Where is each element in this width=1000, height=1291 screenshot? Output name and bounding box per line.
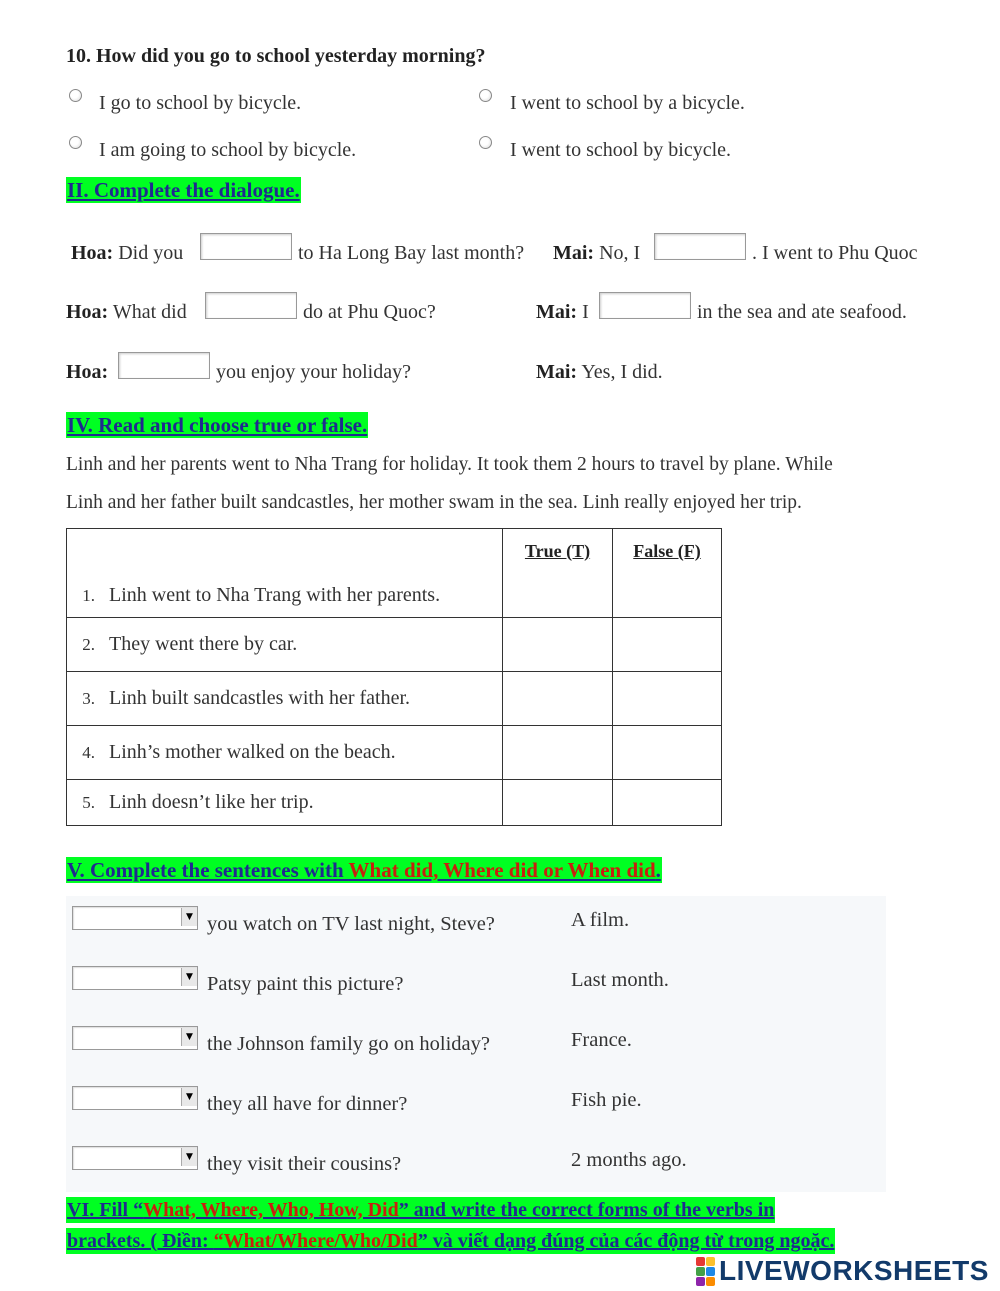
chevron-down-icon[interactable]: ▼ <box>181 968 197 986</box>
statement-cell: 5. Linh doesn’t like her trip. <box>67 780 503 826</box>
liveworksheets-logo <box>696 1254 989 1288</box>
answer-dropdown-1[interactable] <box>72 906 198 930</box>
option-1-label: I go to school by bicycle. <box>99 92 302 114</box>
passage-line-2: Linh and her father built sandcastles, her mother swam in the sea. Linh really enjoyed her trip. <box>66 492 802 513</box>
dialogue-blank-5[interactable] <box>118 352 210 379</box>
true-cell-5[interactable] <box>503 780 613 826</box>
section-6-heading-line-1: VI. Fill “What, Where, Who, How, Did” and write the correct forms of the verbs in <box>67 1199 775 1221</box>
answer-2: Last month. <box>571 969 669 991</box>
option-4-label: I went to school by bicycle. <box>510 139 732 161</box>
true-false-table <box>66 528 722 826</box>
chevron-down-icon[interactable]: ▼ <box>181 908 197 926</box>
answer-dropdown-3[interactable] <box>72 1026 198 1050</box>
answer-dropdown-4[interactable] <box>72 1086 198 1110</box>
false-cell-3[interactable] <box>613 672 722 726</box>
sentence-5: they visit their cousins? <box>207 1153 402 1175</box>
answer-dropdown-5[interactable] <box>72 1146 198 1170</box>
false-cell-1[interactable] <box>613 529 722 618</box>
answer-5: 2 months ago. <box>571 1149 687 1171</box>
true-cell-2[interactable] <box>503 618 613 672</box>
passage-line-1: Linh and her parents went to Nha Trang for holiday. It took them 2 hours to travel by plane. While <box>66 454 833 475</box>
section-2-heading: II. Complete the dialogue. <box>67 178 300 202</box>
dialogue-text: in the sea and ate seafood. <box>697 301 907 323</box>
sentence-4: they all have for dinner? <box>207 1093 408 1115</box>
speaker-hoa: Hoa: <box>71 242 114 264</box>
speaker-mai: Mai: <box>553 242 595 264</box>
false-cell-4[interactable] <box>613 726 722 780</box>
answer-3: France. <box>571 1029 632 1051</box>
dialogue-text: . I went to Phu Quoc <box>752 242 918 264</box>
speaker-mai: Mai: <box>536 301 578 323</box>
dialogue-text: do at Phu Quoc? <box>303 301 436 323</box>
sentence-2: Patsy paint this picture? <box>207 973 404 995</box>
false-cell-5[interactable] <box>613 780 722 826</box>
section-4-heading: IV. Read and choose true or false. <box>67 413 368 437</box>
answer-1: A film. <box>571 909 630 931</box>
sentence-1: you watch on TV last night, Steve? <box>207 913 495 935</box>
logo-blocks-icon <box>696 1257 715 1286</box>
statement-cell: 2. They went there by car. <box>67 618 503 672</box>
radio-option-3[interactable] <box>69 136 82 149</box>
question-10-title: 10. How did you go to school yesterday morning? <box>66 45 486 67</box>
dialogue-line-2: Hoa: What did do at Phu Quoc? Mai: I in the sea and ate seafood. <box>66 301 907 323</box>
speaker-mai: Mai: <box>536 361 578 383</box>
answer-dropdown-2[interactable] <box>72 966 198 990</box>
statement-cell: 1. Linh went to Nha Trang with her parents. <box>67 529 503 618</box>
false-cell-2[interactable] <box>613 618 722 672</box>
false-column-header: False (F) <box>633 541 701 561</box>
speaker-hoa: Hoa: <box>66 361 109 383</box>
chevron-down-icon[interactable]: ▼ <box>181 1088 197 1106</box>
true-cell-3[interactable] <box>503 672 613 726</box>
true-cell-1[interactable] <box>503 529 613 618</box>
speaker-hoa: Hoa: <box>66 301 109 323</box>
dialogue-text: you enjoy your holiday? <box>216 361 411 383</box>
radio-option-2[interactable] <box>479 89 492 102</box>
option-3-label: I am going to school by bicycle. <box>99 139 357 161</box>
dialogue-line-3: Hoa: you enjoy your holiday? Mai: Yes, I did. <box>66 361 663 383</box>
dialogue-line-1: Hoa: Did you to Ha Long Bay last month? Mai: No, I . I went to Phu Quoc <box>71 242 918 264</box>
sentence-3: the Johnson family go on holiday? <box>207 1033 490 1055</box>
dialogue-blank-3[interactable] <box>205 292 297 319</box>
option-2-label: I went to school by a bicycle. <box>510 92 745 114</box>
statement-cell: 4. Linh’s mother walked on the beach. <box>67 726 503 780</box>
true-cell-4[interactable] <box>503 726 613 780</box>
chevron-down-icon[interactable]: ▼ <box>181 1028 197 1046</box>
radio-option-1[interactable] <box>69 89 82 102</box>
radio-option-4[interactable] <box>479 136 492 149</box>
dialogue-blank-1[interactable] <box>200 233 292 260</box>
answer-4: Fish pie. <box>571 1089 642 1111</box>
chevron-down-icon[interactable]: ▼ <box>181 1148 197 1166</box>
dialogue-blank-2[interactable] <box>654 233 746 260</box>
section-6-heading-line-2: brackets. ( Điền: “What/Where/Who/Did” và viết dạng đúng của các động từ trong ngoặc. <box>67 1230 835 1252</box>
dialogue-text: to Ha Long Bay last month? <box>298 242 525 264</box>
true-column-header: True (T) <box>524 541 591 561</box>
reading-passage <box>66 446 966 522</box>
statement-cell: 3. Linh built sandcastles with her father. <box>67 672 503 726</box>
dialogue-blank-4[interactable] <box>599 292 691 319</box>
brand-name: LIVEWORKSHEETS <box>719 1255 989 1286</box>
section-5-heading: V. Complete the sentences with What did, Where did or When did. <box>67 858 661 882</box>
